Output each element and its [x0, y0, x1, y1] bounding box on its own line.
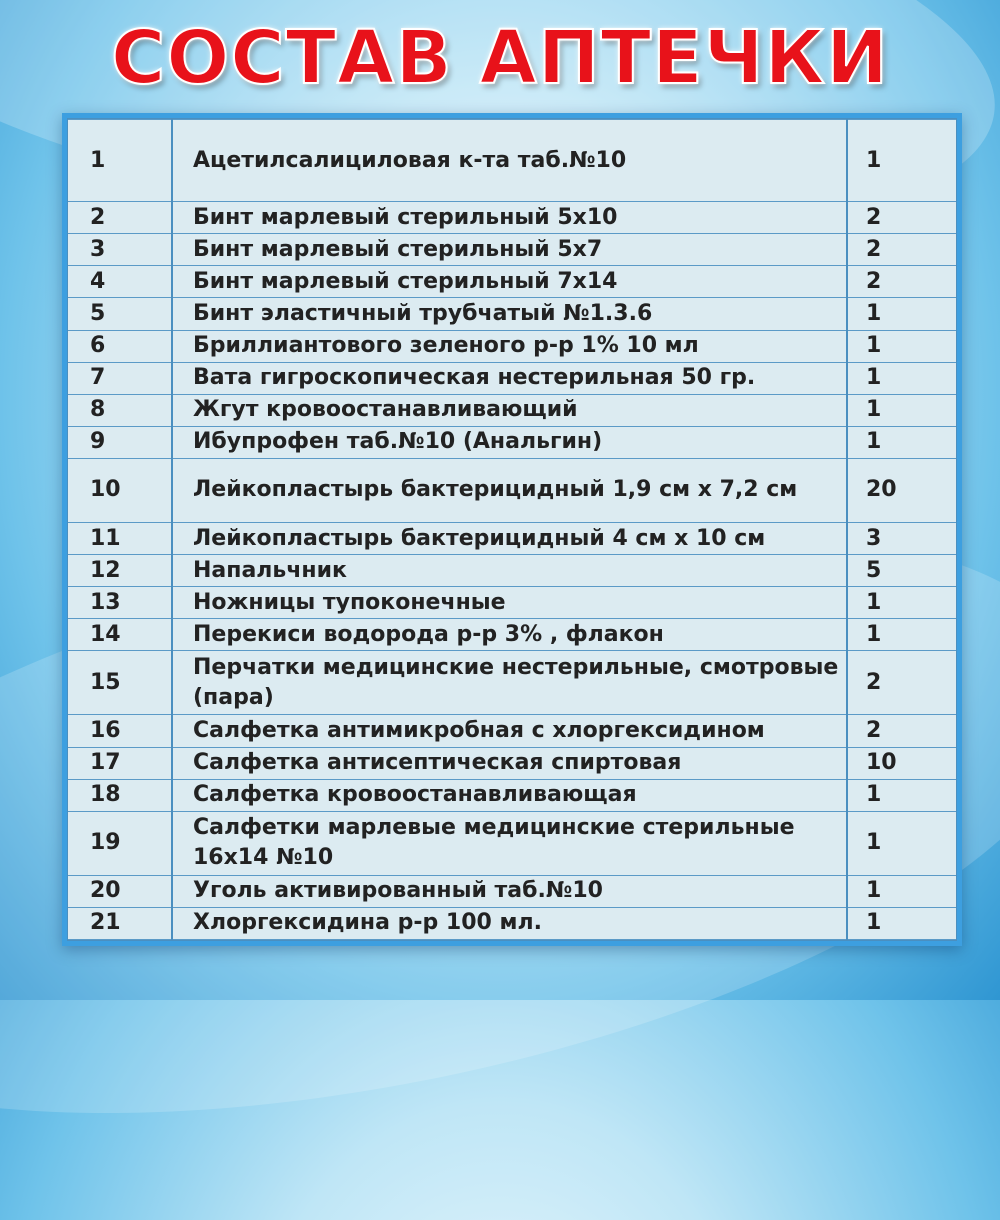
cell-qty: 1	[847, 426, 956, 458]
cell-qty: 1	[847, 907, 956, 939]
cell-num: 1	[68, 120, 172, 202]
table-row	[68, 522, 956, 554]
cell-name: Салфетки марлевые медицинские стерильные 16х14 №10	[172, 811, 847, 875]
cell-qty: 2	[847, 715, 956, 747]
cell-num: 6	[68, 330, 172, 362]
cell-qty: 1	[847, 811, 956, 875]
table-row	[68, 266, 956, 298]
table-row	[68, 555, 956, 587]
table-body	[68, 120, 956, 940]
table-row	[68, 715, 956, 747]
table-row	[68, 362, 956, 394]
cell-name: Лейкопластырь бактерицидный 4 см х 10 см	[172, 522, 847, 554]
cell-name: Ибупрофен таб.№10 (Анальгин)	[172, 426, 847, 458]
cell-name: Лейкопластырь бактерицидный 1,9 см х 7,2 см	[172, 458, 847, 522]
cell-name: Бинт эластичный трубчатый №1.3.6	[172, 298, 847, 330]
cell-name: Бриллиантового зеленого р-р 1% 10 мл	[172, 330, 847, 362]
cell-num: 9	[68, 426, 172, 458]
table-row	[68, 619, 956, 651]
cell-name: Напальчник	[172, 555, 847, 587]
cell-name: Перчатки медицинские нестерильные, смотровые (пара)	[172, 651, 847, 715]
cell-num: 10	[68, 458, 172, 522]
cell-num: 8	[68, 394, 172, 426]
table-row	[68, 811, 956, 875]
cell-num: 7	[68, 362, 172, 394]
cell-qty: 1	[847, 298, 956, 330]
cell-name: Хлоргексидина р-р 100 мл.	[172, 907, 847, 939]
table-row	[68, 394, 956, 426]
table-row	[68, 875, 956, 907]
cell-qty: 1	[847, 875, 956, 907]
table-row	[68, 587, 956, 619]
kit-contents-table	[68, 119, 956, 940]
cell-qty: 1	[847, 120, 956, 202]
cell-qty: 2	[847, 651, 956, 715]
cell-num: 17	[68, 747, 172, 779]
cell-num: 18	[68, 779, 172, 811]
table-row	[68, 458, 956, 522]
cell-num: 20	[68, 875, 172, 907]
cell-qty: 1	[847, 587, 956, 619]
cell-num: 19	[68, 811, 172, 875]
page-title: СОСТАВ АПТЕЧКИ	[111, 15, 889, 101]
table-row	[68, 202, 956, 234]
table-row	[68, 651, 956, 715]
cell-num: 15	[68, 651, 172, 715]
cell-qty: 1	[847, 362, 956, 394]
cell-name: Уголь активированный таб.№10	[172, 875, 847, 907]
cell-num: 12	[68, 555, 172, 587]
cell-qty: 1	[847, 619, 956, 651]
cell-name: Бинт марлевый стерильный 7х14	[172, 266, 847, 298]
cell-name: Бинт марлевый стерильный 5х10	[172, 202, 847, 234]
cell-num: 13	[68, 587, 172, 619]
table-row	[68, 120, 956, 202]
cell-num: 3	[68, 234, 172, 266]
cell-qty: 3	[847, 522, 956, 554]
cell-qty: 2	[847, 266, 956, 298]
cell-num: 21	[68, 907, 172, 939]
cell-num: 4	[68, 266, 172, 298]
cell-name: Салфетка кровоостанавливающая	[172, 779, 847, 811]
cell-qty: 1	[847, 330, 956, 362]
cell-qty: 2	[847, 202, 956, 234]
table-row	[68, 330, 956, 362]
cell-name: Ножницы тупоконечные	[172, 587, 847, 619]
cell-qty: 1	[847, 394, 956, 426]
cell-num: 14	[68, 619, 172, 651]
cell-name: Салфетка антисептическая спиртовая	[172, 747, 847, 779]
cell-name: Перекиси водорода р-р 3% , флакон	[172, 619, 847, 651]
cell-qty: 1	[847, 779, 956, 811]
cell-qty: 20	[847, 458, 956, 522]
cell-qty: 2	[847, 234, 956, 266]
cell-name: Жгут кровоостанавливающий	[172, 394, 847, 426]
cell-num: 2	[68, 202, 172, 234]
cell-name: Вата гигроскопическая нестерильная 50 гр.	[172, 362, 847, 394]
cell-qty: 10	[847, 747, 956, 779]
cell-qty: 5	[847, 555, 956, 587]
cell-name: Бинт марлевый стерильный 5х7	[172, 234, 847, 266]
cell-num: 5	[68, 298, 172, 330]
kit-contents-panel	[62, 113, 962, 946]
table-row	[68, 298, 956, 330]
cell-name: Ацетилсалициловая к-та таб.№10	[172, 120, 847, 202]
table-row	[68, 234, 956, 266]
table-row	[68, 426, 956, 458]
cell-name: Салфетка антимикробная с хлоргексидином	[172, 715, 847, 747]
kit-contents-table-frame	[67, 118, 957, 941]
cell-num: 16	[68, 715, 172, 747]
table-row	[68, 907, 956, 939]
table-row	[68, 779, 956, 811]
table-row	[68, 747, 956, 779]
cell-num: 11	[68, 522, 172, 554]
